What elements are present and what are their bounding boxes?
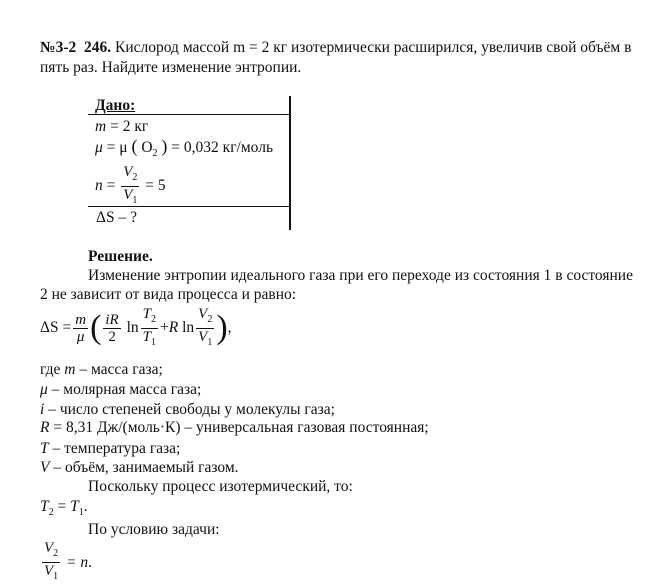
formula-open-paren: ( [90,309,102,346]
def-V-text: – объём, занимаемый газом. [53,459,239,476]
mu-value: = 0,032 кг/моль [171,139,274,156]
n-den-sub: 1 [132,195,138,206]
def-T-symbol: T [40,440,49,457]
condition-text: По условию задачи: [88,521,220,538]
formula-T1: T [142,328,152,345]
formula-V1: V [198,328,208,345]
formula-eq: = [62,319,72,336]
def-i [40,400,335,420]
given-molar-mass: μ = μ ( $O_2$ ) = 0,032 кг/моль [95,136,274,159]
def-R [40,418,429,438]
n-den: V [123,187,133,203]
formula-iR-over-2 [103,312,120,345]
formula-plus: + [160,319,169,336]
v-end: . [88,553,93,571]
v-fraction [42,540,60,585]
def-T-text: – температура газа; [52,440,181,457]
def-mu [40,380,201,400]
n-fraction [121,164,139,209]
formula-T-ratio [141,306,158,351]
v-num: V [44,540,54,556]
mu-symbol: μ [95,139,103,156]
mu-mid: = μ [106,139,128,156]
n-value: = 5 [145,177,166,195]
t-lhs-sub: 2 [48,507,54,518]
mu-formula-sub: 2 [152,148,158,159]
given-title: Дано: [95,97,136,114]
def-T [40,439,180,459]
formula-comma: , [227,319,232,336]
def-m-text: – масса газа; [79,361,163,378]
formula-V-ratio [196,306,214,351]
v-equality [40,540,92,585]
formula-close-paren: ) [216,309,228,346]
mass-value: = 2 кг [110,118,149,135]
t-eq: = [57,498,67,515]
given-find: ΔS – ? [96,209,137,226]
def-m [40,360,163,380]
mass-symbol: m [95,118,107,135]
formula-V1-sub: 1 [207,336,213,348]
given-ratio [95,164,166,209]
given-vertical-rule [289,96,291,230]
where-prefix: где [40,361,61,378]
formula-m: m [75,311,87,328]
isothermal-text: Поскольку процесс изотермический, то: [88,478,353,495]
problem-line-1 [40,38,631,58]
formula-ln1: ln [126,319,139,336]
solution-title: Решение. [88,248,153,265]
formula-ln2: ln [182,319,195,336]
entropy-formula [40,302,232,354]
t-rhs: T [70,498,79,515]
formula-T2-sub: 2 [151,313,157,325]
n-num: V [123,164,133,180]
solution-para1-line1: Изменение энтропии идеального газа при его переходе из состояния 1 в состояние [88,267,633,284]
def-V-symbol: V [40,459,50,476]
n-eq: = [106,177,116,195]
def-R-text: = 8,31 Дж/(моль·К) – универсальная газовая постоянная; [53,419,429,436]
formula-iR: iR [105,311,119,328]
n-num-sub: 2 [132,172,138,183]
problem-text-1: Кислород массой m = 2 кг изотермически расширился, увеличив свой объём в [115,39,632,56]
formula-m-over-mu [73,312,88,345]
def-mu-text: – молярная масса газа; [51,381,202,398]
t-equality [40,497,88,523]
v-den: V [44,563,54,579]
formula-two: 2 [108,328,116,345]
v-num-sub: 2 [53,548,59,559]
t-rhs-sub: 1 [78,507,84,518]
t-end: . [83,498,88,515]
formula-T1-sub: 1 [151,336,157,348]
formula-lhs: ΔS [40,319,59,336]
def-R-symbol: R [40,419,50,436]
n-symbol: n [95,177,103,195]
given-mass [95,117,148,137]
formula-V2: V [198,305,208,322]
problem-number: №3-2 [40,39,77,56]
def-m-symbol: m [64,361,76,378]
formula-mu: μ [76,328,85,345]
task-number: 246. [84,39,112,56]
v-den-sub: 1 [53,571,59,582]
solution-para1-line2: 2 не зависит от вида процесса и равно: [40,286,297,303]
def-mu-symbol: μ [40,381,48,398]
mu-formula: O [141,139,153,156]
formula-V2-sub: 2 [207,313,213,325]
v-eq: = n [66,553,89,571]
t-lhs: T [40,498,49,515]
formula-R: R [168,319,179,336]
def-i-text: – число степеней свободы у молекулы газа; [48,401,335,418]
formula-T2: T [142,305,152,322]
problem-line-2: пять раз. Найдите изменение энтропии. [40,59,302,76]
def-V [40,458,239,478]
def-i-symbol: i [40,401,45,418]
